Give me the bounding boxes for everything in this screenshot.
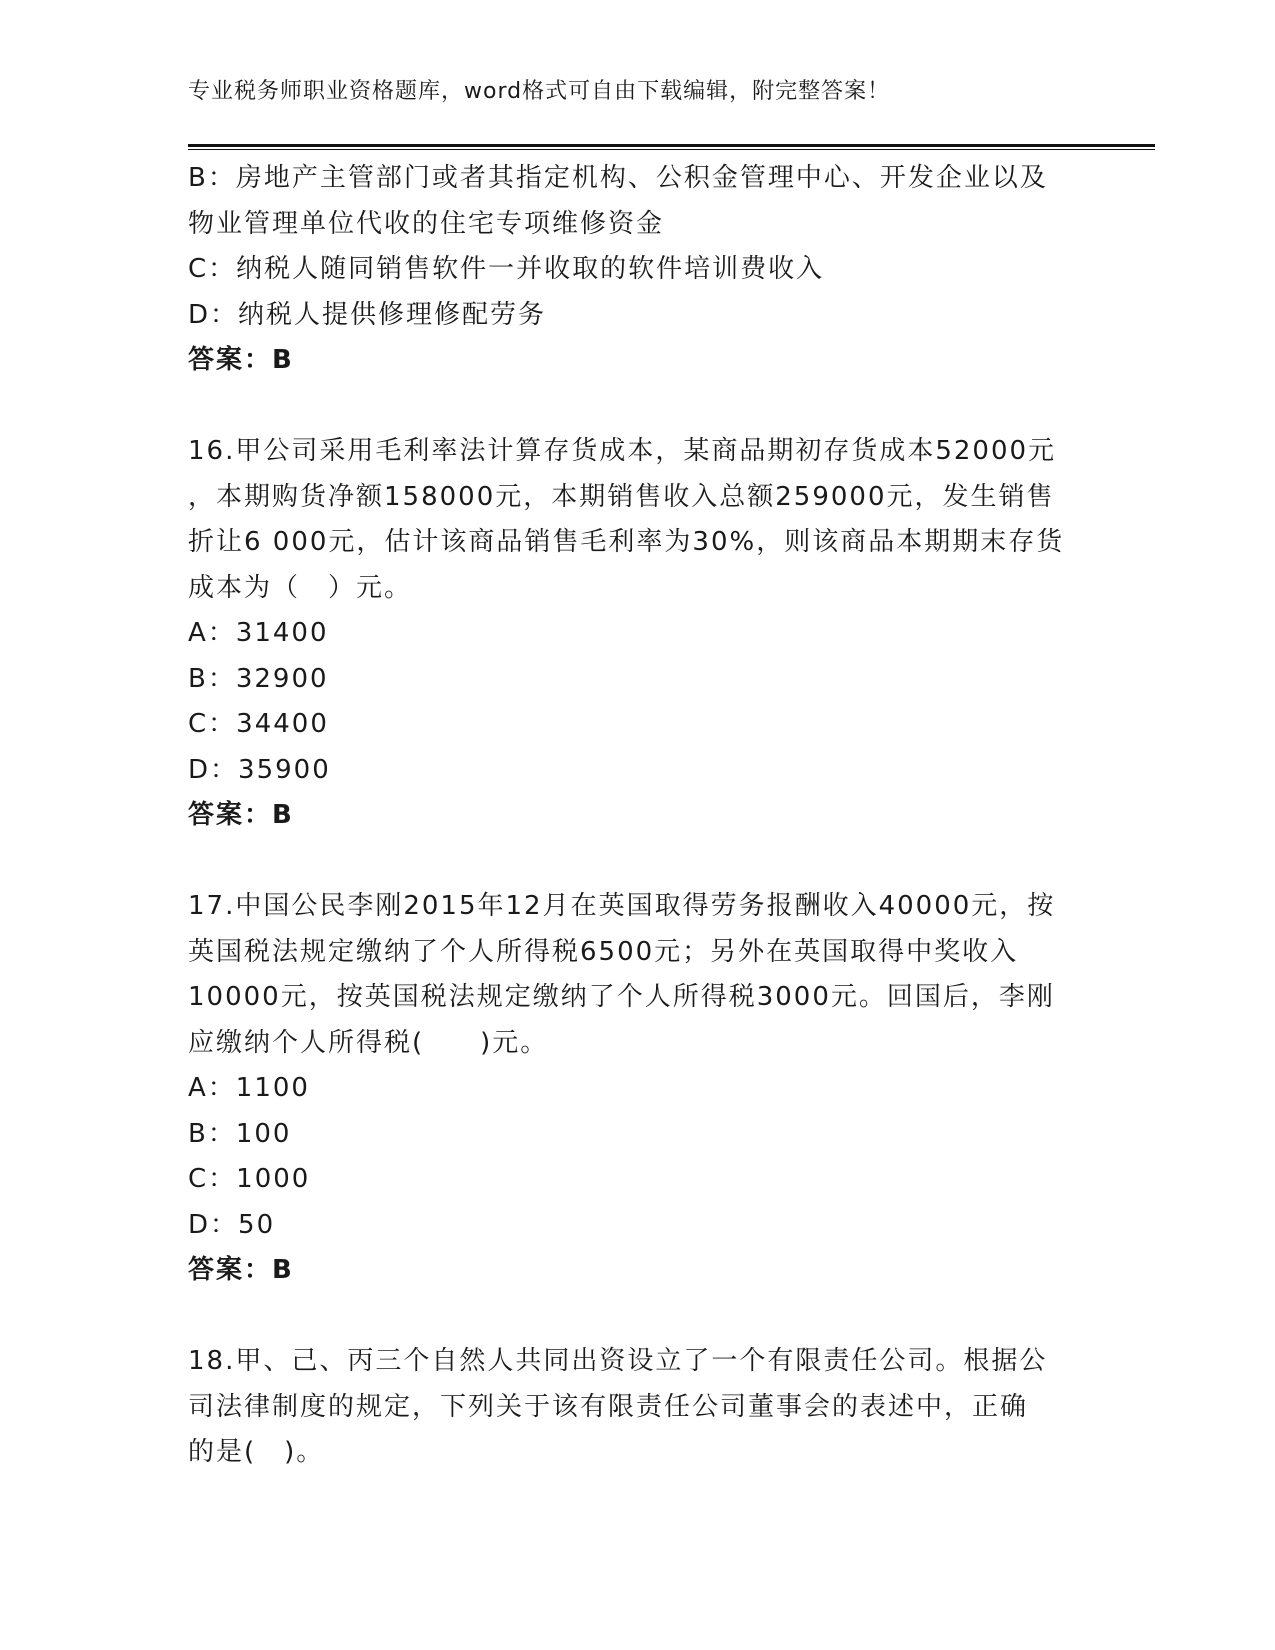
spacer	[188, 1294, 1088, 1340]
option-b-line-1: B：房地产主管部门或者其指定机构、公积金管理中心、开发企业以及	[188, 163, 1048, 193]
answer-line: 答案：B	[188, 800, 294, 830]
option-c: C：1000	[188, 1164, 311, 1194]
question-16	[188, 429, 1088, 839]
question-18	[188, 1339, 1088, 1476]
option-b: B：100	[188, 1118, 292, 1149]
option-d: D：35900	[188, 754, 331, 785]
header-divider	[188, 144, 1155, 150]
question-text-line: 英国税法规定缴纳了个人所得税6500元；另外在英国取得中奖收入	[188, 936, 1019, 967]
question-text-line: 应缴纳个人所得税( )元。	[188, 1027, 549, 1058]
document-body	[188, 156, 1088, 1476]
option-b: B：32900	[188, 663, 329, 694]
page-header: 专业税务师职业资格题库，word格式可自由下载编辑，附完整答案！	[188, 79, 891, 104]
question-text-line: 16.甲公司采用毛利率法计算存货成本，某商品期初存货成本52000元	[188, 436, 1057, 466]
question-text-line: 10000元，按英国税法规定缴纳了个人所得税3000元。回国后，李刚	[188, 982, 1055, 1012]
option-a: A：1100	[188, 1073, 310, 1103]
option-b-line-2: 物业管理单位代收的住宅专项维修资金	[188, 208, 665, 239]
question-text-line: 成本为（ ）元。	[188, 572, 413, 603]
option-a: A：31400	[188, 618, 329, 648]
option-d: D：纳税人提供修理修配劳务	[188, 299, 547, 330]
spacer	[188, 839, 1088, 885]
option-c: C：纳税人随同销售软件一并收取的软件培训费收入	[188, 254, 825, 284]
question-text-line: 的是( )。	[188, 1437, 325, 1467]
option-d: D：50	[188, 1209, 276, 1240]
question-17	[188, 884, 1088, 1294]
answer-line: 答案：B	[188, 345, 294, 375]
question-text-line: 18.甲、己、丙三个自然人共同出资设立了一个有限责任公司。根据公	[188, 1346, 1048, 1376]
question-15	[188, 156, 1088, 384]
question-text-line: 司法律制度的规定，下列关于该有限责任公司董事会的表述中，正确	[188, 1391, 1029, 1422]
spacer	[188, 384, 1088, 430]
answer-line: 答案：B	[188, 1255, 294, 1285]
question-text-line: 折让6 000元，估计该商品销售毛利率为30%，则该商品本期期末存货	[188, 527, 1065, 557]
question-text-line: ，本期购货净额158000元，本期销售收入总额259000元，发生销售	[188, 481, 1055, 512]
option-c: C：34400	[188, 709, 329, 739]
question-text-line: 17.中国公民李刚2015年12月在英国取得劳务报酬收入40000元，按	[188, 891, 1056, 921]
